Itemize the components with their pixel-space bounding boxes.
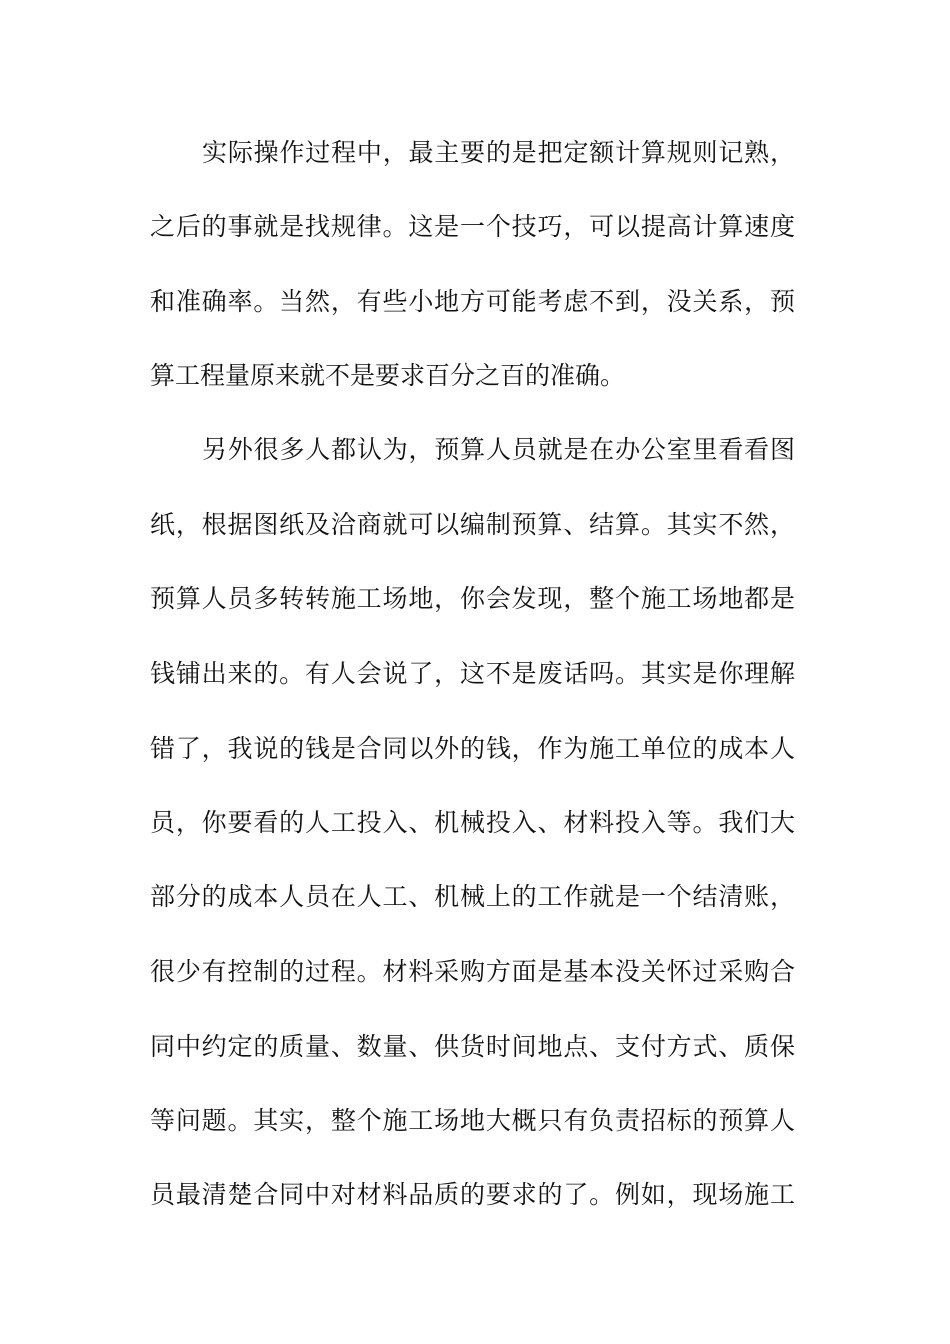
text-line: 预算人员多转转施工场地，你会发现，整个施工场地都是 [150, 584, 795, 613]
text-line: 部分的成本人员在人工、机械上的工作就是一个结清账， [150, 882, 795, 911]
text-line: 算工程量原来就不是要求百分之百的准确。 [150, 361, 626, 390]
text-line: 同中约定的质量、数量、供货时间地点、支付方式、质保 [150, 1032, 795, 1061]
text-line: 很少有控制的过程。材料采购方面是基本没关怀过采购合 [150, 957, 795, 986]
text-line: 等问题。其实，整个施工场地大概只有负责招标的预算人 [150, 1106, 795, 1135]
text-line: 错了，我说的钱是合同以外的钱，作为施工单位的成本人 [150, 734, 795, 763]
text-line: 员最清楚合同中对材料品质的要求的了。例如，现场施工 [150, 1180, 795, 1209]
text-line: 和准确率。当然，有些小地方可能考虑不到，没关系，预 [150, 287, 795, 316]
text-line: 之后的事就是找规律。这是一个技巧，可以提高计算速度 [150, 212, 795, 241]
text-line: 另外很多人都认为，预算人员就是在办公室里看看图 [202, 435, 795, 464]
text-line: 钱铺出来的。有人会说了，这不是废话吗。其实是你理解 [150, 659, 795, 688]
text-line: 员，你要看的人工投入、机械投入、材料投入等。我们大 [150, 808, 795, 837]
text-line: 实际操作过程中，最主要的是把定额计算规则记熟， [202, 138, 795, 167]
text-line: 纸，根据图纸及洽商就可以编制预算、结算。其实不然， [150, 510, 795, 539]
